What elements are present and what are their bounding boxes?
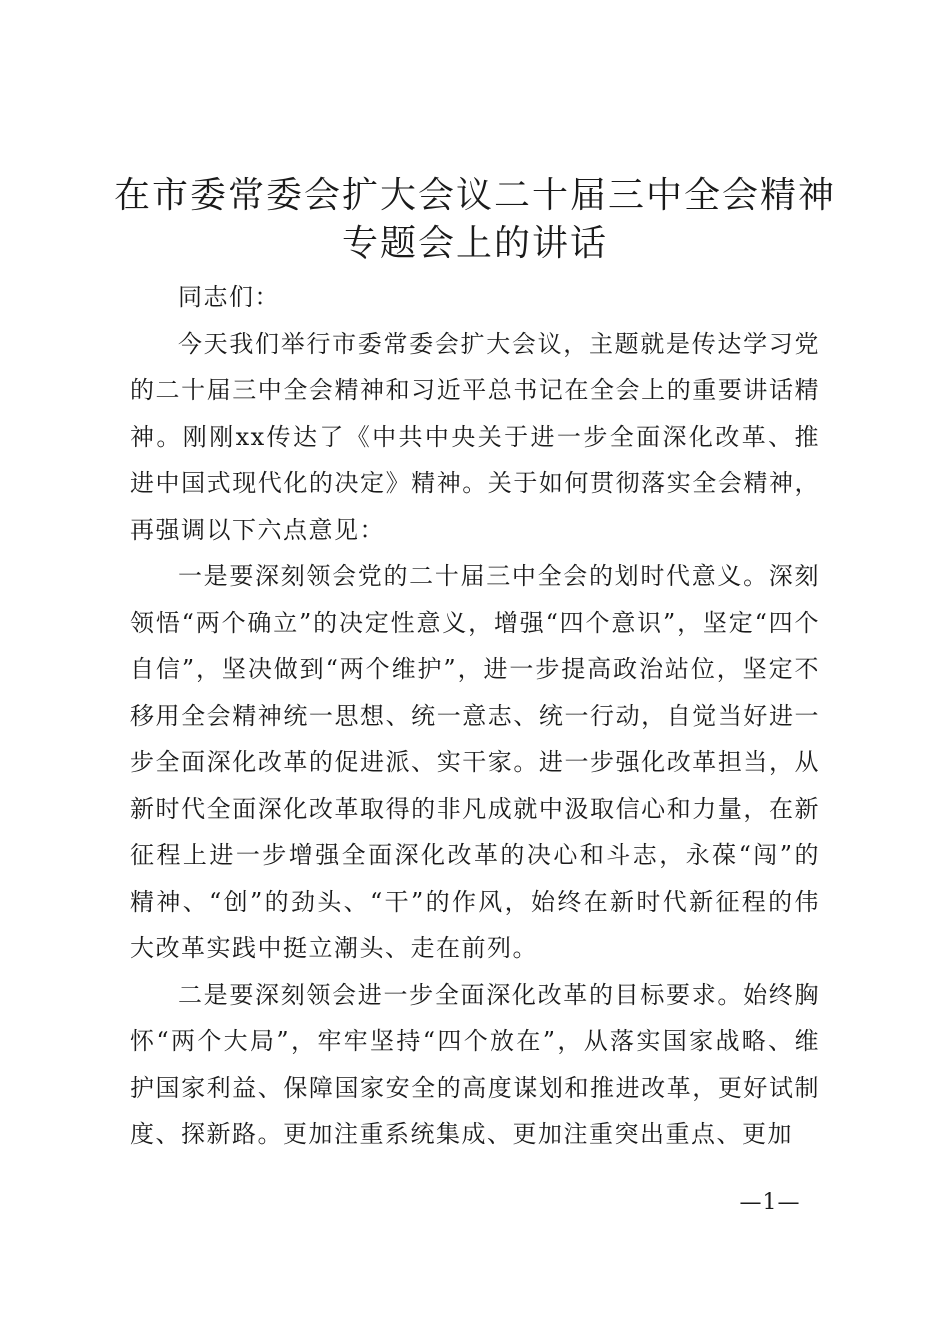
paragraph: 一是要深刻领会党的二十届三中全会的划时代意义。深刻领悟“两个确立”的决定性意义，增强“四个意识”，坚定“四个自信”，坚决做到“两个维护”，进一步提高政治站位，坚定不移用全会精神统一思想、统一意志、统一行动，自觉当好进一步全面深化改革的促进派、实干家。进一步强化改革担当，从新时代全面深化改革取得的非凡成就中汲取信心和力量，在新征程上进一步增强全面深化改革的决心和斗志，永葆“闯”的精神、“创”的劲头、“干”的作风，始终在新时代新征程的伟大改革实践中挺立潮头、走在前列。 (130, 562, 820, 962)
page-number: —1— (739, 1190, 801, 1215)
paragraph: 今天我们举行市委常委会扩大会议，主题就是传达学习党的二十届三中全会精神和习近平总书记在全会上的重要讲话精神。刚刚xx传达了《中共中央关于进一步全面深化改革、推进中国式现代化的决定》精神。关于如何贯彻落实全会精神，再强调以下六点意见： (130, 329, 820, 544)
salutation: 同志们： (178, 283, 280, 311)
document-body (130, 274, 820, 1158)
paragraph: 二是要深刻领会进一步全面深化改革的目标要求。始终胸怀“两个大局”，牢牢坚持“四个放在”，从落实国家战略、维护国家利益、保障国家安全的高度谋划和推进改革，更好试制度、探新路。更加注重系统集成、更加注重突出重点、更加 (130, 980, 820, 1148)
document-title: 在市委常委会扩大会议二十届三中全会精神专题会上的讲话 (113, 175, 836, 264)
